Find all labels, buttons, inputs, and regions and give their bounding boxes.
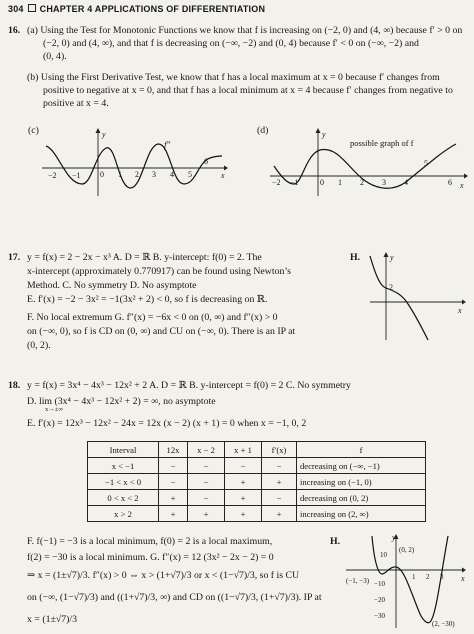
graph-d-tick-6: 6: [448, 178, 452, 187]
graph-c-curve: [46, 144, 222, 188]
p16-b-line-3: positive at x = 4.: [43, 98, 109, 109]
table-cell: +: [262, 474, 297, 490]
graph-d-tick-3: 3: [382, 178, 386, 187]
p16-a-line-3: (0, 4).: [43, 51, 67, 62]
p17-line-1: y = f(x) = 2 − 2x − x³ A. D = ℝ B. y-intercept: f(0) = 2. The: [27, 252, 262, 263]
p17-graph-label: H.: [350, 252, 361, 263]
p18-f-line-2: f(2) = −30 is a local minimum. G. f″(x) = 12 (3x² − 2x − 2) = 0: [27, 552, 274, 563]
p18-f-line-5: x = (1±√7)/3: [27, 614, 78, 625]
graph-d-caption: possible graph of f: [350, 138, 414, 148]
graph-d: [268, 126, 468, 198]
graph-d-tick-4: 4: [404, 178, 408, 187]
table-cell: −: [188, 474, 225, 490]
table-cell: −: [262, 458, 297, 474]
table-cell: −: [159, 474, 188, 490]
p17-graph-x-label: x: [458, 306, 462, 315]
p18-ytick-neg20: −20: [374, 596, 385, 604]
table-cell: decreasing on (−∞, −1): [297, 458, 426, 474]
p17-graph-curve: [370, 256, 428, 340]
p17-line-4: E. f′(x) = −2 − 3x² = −1(3x² + 2) < 0, so f is decreasing on ℝ.: [27, 294, 268, 305]
p18-line-2: D. lim (3x⁴ − 4x³ − 12x² + 2) = ∞, no asymptote: [27, 396, 216, 407]
p17-graph-y-label: y: [390, 253, 394, 262]
problem-18-number: 18.: [8, 380, 21, 391]
p18-point-label-min2: (2, −30): [432, 620, 455, 628]
p17-line-7: (0, 2).: [27, 340, 51, 351]
p17-line-5: F. No local extremum G. f″(x) = −6x < 0 on (0, ∞) and f″(x) > 0: [27, 312, 278, 323]
square-icon: [28, 4, 36, 12]
p16-a-line-1: (a) Using the Test for Monotonic Functions we know that f is increasing on (−2, 0) and (4, ∞) because f′ > 0 on: [27, 25, 463, 36]
table-cell: increasing on (2, ∞): [297, 506, 426, 522]
p18-f-line-1: F. f(−1) = −3 is a local minimum, f(0) = 2 is a local maximum,: [27, 536, 273, 547]
table-cell: x < −1: [88, 458, 159, 474]
table-row: [88, 458, 426, 474]
table-cell: 0 < x < 2: [88, 490, 159, 506]
graph-d-x-label: x: [460, 181, 464, 190]
table-cell: −: [188, 458, 225, 474]
p17-line-6: on (−∞, 0), so f is CD on (0, ∞) and CU on (−∞, 0). There is an IP at: [27, 326, 296, 337]
page-number: 304: [8, 4, 24, 14]
p18-graph-x-label: x: [461, 574, 465, 583]
p16-d-label: (d): [257, 125, 269, 136]
table-cell: +: [225, 490, 262, 506]
table-header-row: [88, 442, 426, 458]
table-cell: +: [159, 490, 188, 506]
p17-line-2: x-intercept (approximately 0.770917) can be found using Newton’s: [27, 266, 291, 277]
table-header: x − 2: [188, 442, 225, 458]
table-cell: x > 2: [88, 506, 159, 522]
graph-c: [38, 126, 228, 198]
p18-xtick-1: 1: [412, 573, 416, 581]
table-cell: −: [159, 458, 188, 474]
table-header: x + 1: [225, 442, 262, 458]
graph-d-tick-5: 5: [424, 159, 428, 168]
graph-c-tick-5: 5: [188, 170, 192, 179]
p18-f-line-4: on (−∞, (1−√7)/3) and ((1+√7)/3, ∞) and CD on ((1−√7)/3, (1+√7)/3). IP at: [27, 592, 322, 603]
graph-c-tick-6: 6: [204, 157, 208, 166]
table-row: [88, 490, 426, 506]
table-cell: +: [188, 506, 225, 522]
p16-a-line-2: (−2, 0) and (4, ∞), and that f is decreasing on (−∞, −2) and (0, 4) because f′ < 0 on (−∞, −2) and: [43, 38, 419, 49]
problem-17-number: 17.: [8, 252, 21, 263]
p18-point-label-min1: (−1, −3): [346, 577, 370, 585]
p17-line-3: Method. C. No symmetry D. No asymptote: [27, 280, 197, 291]
graph-d-tick-0: 0: [320, 178, 324, 187]
table-cell: −: [225, 458, 262, 474]
graph-c-y-label: y: [102, 130, 106, 139]
p18-graph: [344, 530, 470, 630]
table-cell: +: [262, 506, 297, 522]
graph-c-tick-0: 0: [100, 170, 104, 179]
problem-16-number: 16.: [8, 25, 21, 36]
p18-graph-y-label: y: [392, 533, 396, 542]
graph-c-tick-2: 2: [135, 170, 139, 179]
graph-c-curve-label: f″: [164, 140, 171, 150]
p16-b-line-1: (b) Using the First Derivative Test, we know that f has a local maximum at x = 0 because f′ changes from: [27, 72, 440, 83]
p18-point-label-max: (0, 2): [399, 546, 415, 554]
p17-graph-intercept: 2: [389, 283, 393, 292]
p16-c-label: (c): [28, 125, 39, 136]
table-cell: +: [225, 474, 262, 490]
p18-ytick-10: 10: [380, 551, 387, 559]
graph-d-tick-neg1: −1: [290, 178, 299, 187]
graph-d-y-label: y: [322, 130, 326, 139]
table-cell: +: [159, 506, 188, 522]
p18-ytick-neg30: −30: [374, 612, 385, 620]
sign-chart-table: [87, 441, 426, 522]
table-header: f′(x): [262, 442, 297, 458]
table-cell: decreasing on (0, 2): [297, 490, 426, 506]
table-cell: increasing on (−1, 0): [297, 474, 426, 490]
p18-f-line-3: ⇒ x = (1±√7)/3. f″(x) > 0 ⇔ x > (1+√7)/3 or x < (1−√7)/3, so f is CU: [27, 570, 300, 581]
table-row: [88, 506, 426, 522]
graph-c-tick-4: 4: [170, 170, 174, 179]
graph-c-tick-neg2: −2: [48, 171, 57, 180]
p18-ytick-neg10: −10: [374, 580, 385, 588]
table-row: [88, 474, 426, 490]
graph-c-tick-1: 1: [118, 170, 122, 179]
graph-d-tick-1: 1: [338, 178, 342, 187]
chapter-title: CHAPTER 4 APPLICATIONS OF DIFFERENTIATION: [39, 4, 266, 14]
table-header: 12x: [159, 442, 188, 458]
p17-graph: [368, 250, 468, 342]
page-header: [8, 4, 265, 14]
graph-c-tick-neg1: −1: [72, 171, 81, 180]
p16-b-line-2: positive to negative at x = 0, and that f has a local minimum at x = 4 because f′ changes from negative to: [43, 85, 453, 96]
graph-d-tick-neg2: −2: [272, 178, 281, 187]
table-header: Interval: [88, 442, 159, 458]
table-cell: −: [188, 490, 225, 506]
graph-d-curve: [274, 144, 456, 188]
p18-line-3: E. f′(x) = 12x³ − 12x² − 24x = 12x (x − 2) (x + 1) = 0 when x = −1, 0, 2: [27, 418, 307, 429]
table-header: f: [297, 442, 426, 458]
p18-xtick-3: 3: [440, 573, 444, 581]
table-cell: +: [225, 506, 262, 522]
graph-c-x-label: x: [221, 171, 225, 180]
p18-line-1: y = f(x) = 3x⁴ − 4x³ − 12x² + 2 A. D = ℝ B. y-intercept = f(0) = 2 C. No symmetry: [27, 380, 351, 391]
table-cell: −1 < x < 0: [88, 474, 159, 490]
p18-xtick-2: 2: [426, 573, 430, 581]
graph-d-tick-2: 2: [360, 178, 364, 187]
table-cell: −: [262, 490, 297, 506]
p18-limit-subscript: x→±∞: [45, 406, 63, 413]
graph-c-tick-3: 3: [152, 170, 156, 179]
p18-graph-label: H.: [330, 536, 341, 547]
